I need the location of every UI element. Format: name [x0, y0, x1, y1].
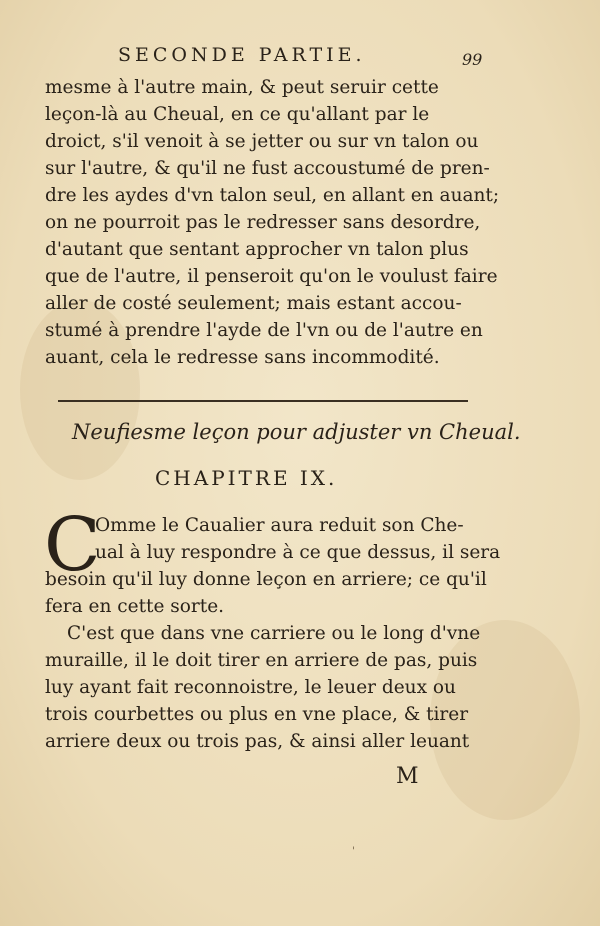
text-line: arriere deux ou trois pas, & ainsi aller leuant: [45, 731, 470, 752]
page-number: 99: [462, 50, 483, 69]
text-line: trois courbettes ou plus en vne place, & tirer: [45, 704, 469, 725]
text-line: luy ayant fait reconnoistre, le leuer deux ou: [45, 677, 456, 698]
text-line: aller de costé seulement; mais estant accou-: [45, 293, 462, 314]
text-line: auant, cela le redresse sans incommodité.: [45, 347, 440, 368]
text-line: ual à luy respondre à ce que dessus, il sera: [95, 542, 501, 563]
text-line: fera en cette sorte.: [45, 596, 225, 617]
section-divider: [58, 400, 468, 402]
text-line: on ne pourroit pas le redresser sans desordre,: [45, 212, 481, 233]
paragraph-chapter-opening: [44, 502, 501, 755]
text-line: C'est que dans vne carriere ou le long d'vne: [67, 623, 481, 644]
running-head: SECONDE PARTIE.: [118, 44, 366, 66]
text-line: besoin qu'il luy donne leçon en arriere; ce qu'il: [45, 569, 487, 590]
chapter-title: CHAPITRE IX.: [155, 466, 338, 490]
printer-mark: ': [352, 846, 355, 857]
text-line: droict, s'il venoit à se jetter ou sur vn talon ou: [45, 131, 479, 152]
section-title: Neufiesme leçon pour adjuster vn Cheual.: [72, 420, 521, 444]
text-line: stumé à prendre l'ayde de l'vn ou de l'autre en: [45, 320, 483, 341]
catchword: M: [396, 764, 419, 789]
text-line: Omme le Caualier aura reduit son Che-: [95, 515, 464, 536]
text-line: muraille, il le doit tirer en arriere de pas, puis: [45, 650, 478, 671]
drop-cap: C: [44, 502, 101, 588]
text-line: sur l'autre, & qu'il ne fust accoustumé de pren-: [45, 158, 490, 179]
text-line: que de l'autre, il penseroit qu'on le voulust faire: [45, 266, 498, 287]
text-line: leçon-là au Cheual, en ce qu'allant par le: [45, 104, 430, 125]
text-line: dre les aydes d'vn talon seul, en allant en auant;: [45, 185, 500, 206]
text-line: mesme à l'autre main, & peut seruir cette: [45, 77, 439, 98]
text-line: d'autant que sentant approcher vn talon plus: [45, 239, 469, 260]
paragraph-continued: [45, 74, 500, 371]
